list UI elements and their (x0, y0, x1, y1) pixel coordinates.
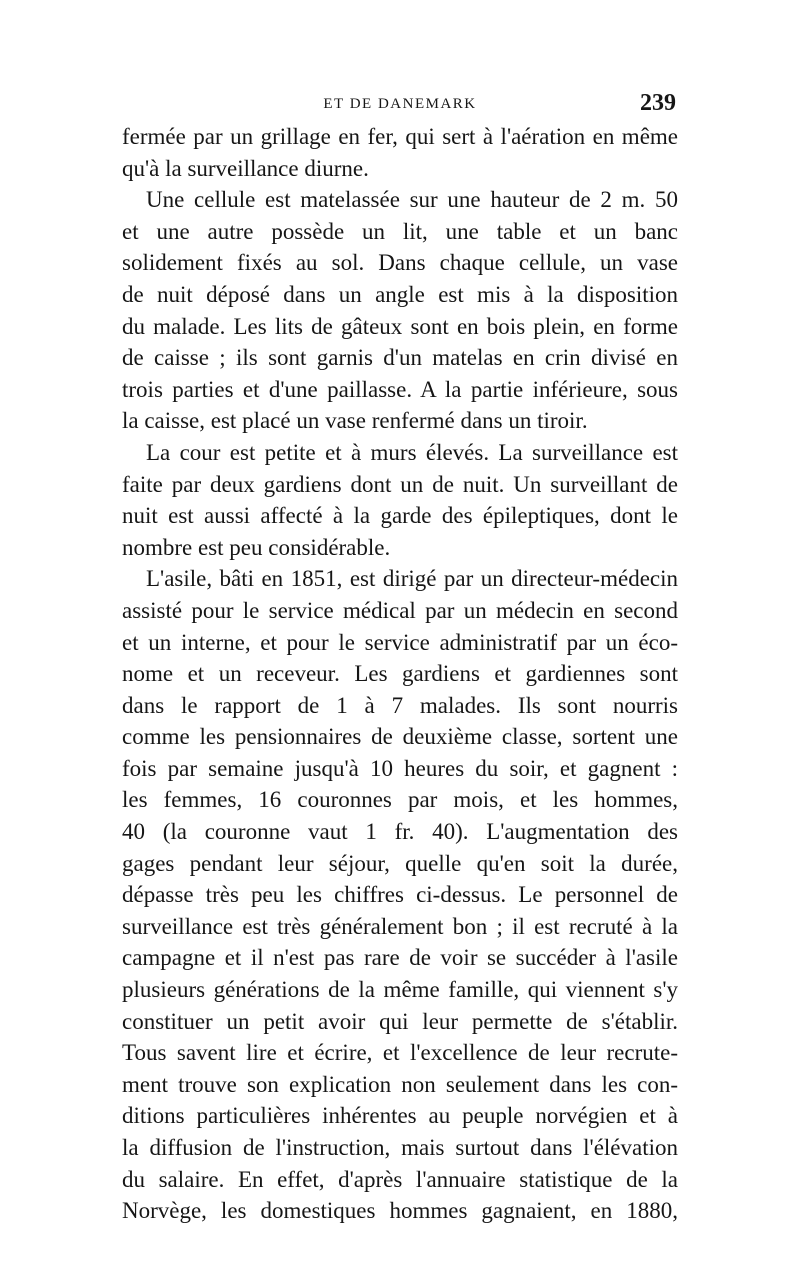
running-head (122, 92, 678, 116)
text-line: la diffusion de l'instruction, mais surtout dans l'élévation (122, 1135, 678, 1160)
text-line: nombre est peu considérable. (122, 534, 391, 560)
text-line: fermée par un grillage en fer, qui sert à l'aération en même (122, 124, 678, 149)
text-line: dans le rapport de 1 à 7 malades. Ils sont nourris (122, 692, 678, 718)
text-line: et un interne, et pour le service administratif par un éco- (122, 629, 678, 655)
text-line: dépasse très peu les chiffres ci-dessus. Le personnel de (122, 882, 678, 908)
text-line: nuit est aussi affecté à la garde des épileptiques, dont le (122, 503, 678, 529)
text-line: assisté pour le service médical par un médecin en second (122, 597, 678, 623)
body-text (122, 121, 678, 1227)
text-line: ditions particulières inhérentes au peuple norvégien et à (122, 1103, 678, 1129)
page-number: 239 (640, 90, 676, 116)
text-line: solidement fixés au sol. Dans chaque cellule, un vase (122, 250, 678, 276)
text-line: de caisse ; ils sont garnis d'un matelas en crin divisé en (122, 345, 678, 371)
text-line: campagne et il n'est pas rare de voir se succéder à l'asile (122, 945, 678, 971)
text-line: nome et un receveur. Les gardiens et gardiennes sont (122, 661, 678, 687)
text-line: fois par semaine jusqu'à 10 heures du soir, et gagnent : (122, 755, 678, 781)
text-line: L'asile, bâti en 1851, est dirigé par un directeur-médecin (146, 566, 678, 592)
text-line: qu'à la surveillance diurne. (122, 155, 369, 181)
text-line: faite par deux gardiens dont un de nuit. Un surveillant de (122, 471, 678, 497)
text-line: de nuit déposé dans un angle est mis à la disposition (122, 281, 678, 307)
text-line: Tous savent lire et écrire, et l'excellence de leur recrute- (122, 1040, 678, 1066)
text-line: surveillance est très généralement bon ; il est recruté à la (122, 913, 678, 939)
text-line: Norvège, les domestiques hommes gagnaient, en 1880, (122, 1198, 678, 1224)
text-line: La cour est petite et à murs élevés. La surveillance est (146, 439, 678, 465)
text-line: du malade. Les lits de gâteux sont en bois plein, en forme (122, 313, 678, 339)
text-line: constituer un petit avoir qui leur permette de s'établir. (122, 1008, 678, 1034)
text-line: 40 (la couronne vaut 1 fr. 40). L'augmentation des (122, 819, 678, 845)
text-line: du salaire. En effet, d'après l'annuaire statistique de la (122, 1166, 678, 1192)
text-line: trois parties et d'une paillasse. A la partie inférieure, sous (122, 376, 678, 402)
text-line: les femmes, 16 couronnes par mois, et les hommes, (122, 787, 678, 813)
running-title: ET DE DANEMARK (323, 96, 477, 112)
text-line: Une cellule est matelassée sur une hauteur de 2 m. 50 (146, 187, 678, 213)
text-line: la caisse, est placé un vase renfermé dans un tiroir. (122, 408, 588, 434)
text-line: et une autre possède un lit, une table et un banc (122, 218, 678, 244)
text-line: ment trouve son explication non seulement dans les con- (122, 1071, 678, 1097)
text-line: comme les pensionnaires de deuxième classe, sortent une (122, 724, 678, 750)
text-line: gages pendant leur séjour, quelle qu'en soit la durée, (122, 850, 678, 876)
text-line: plusieurs générations de la même famille, qui viennent s'y (122, 977, 678, 1003)
